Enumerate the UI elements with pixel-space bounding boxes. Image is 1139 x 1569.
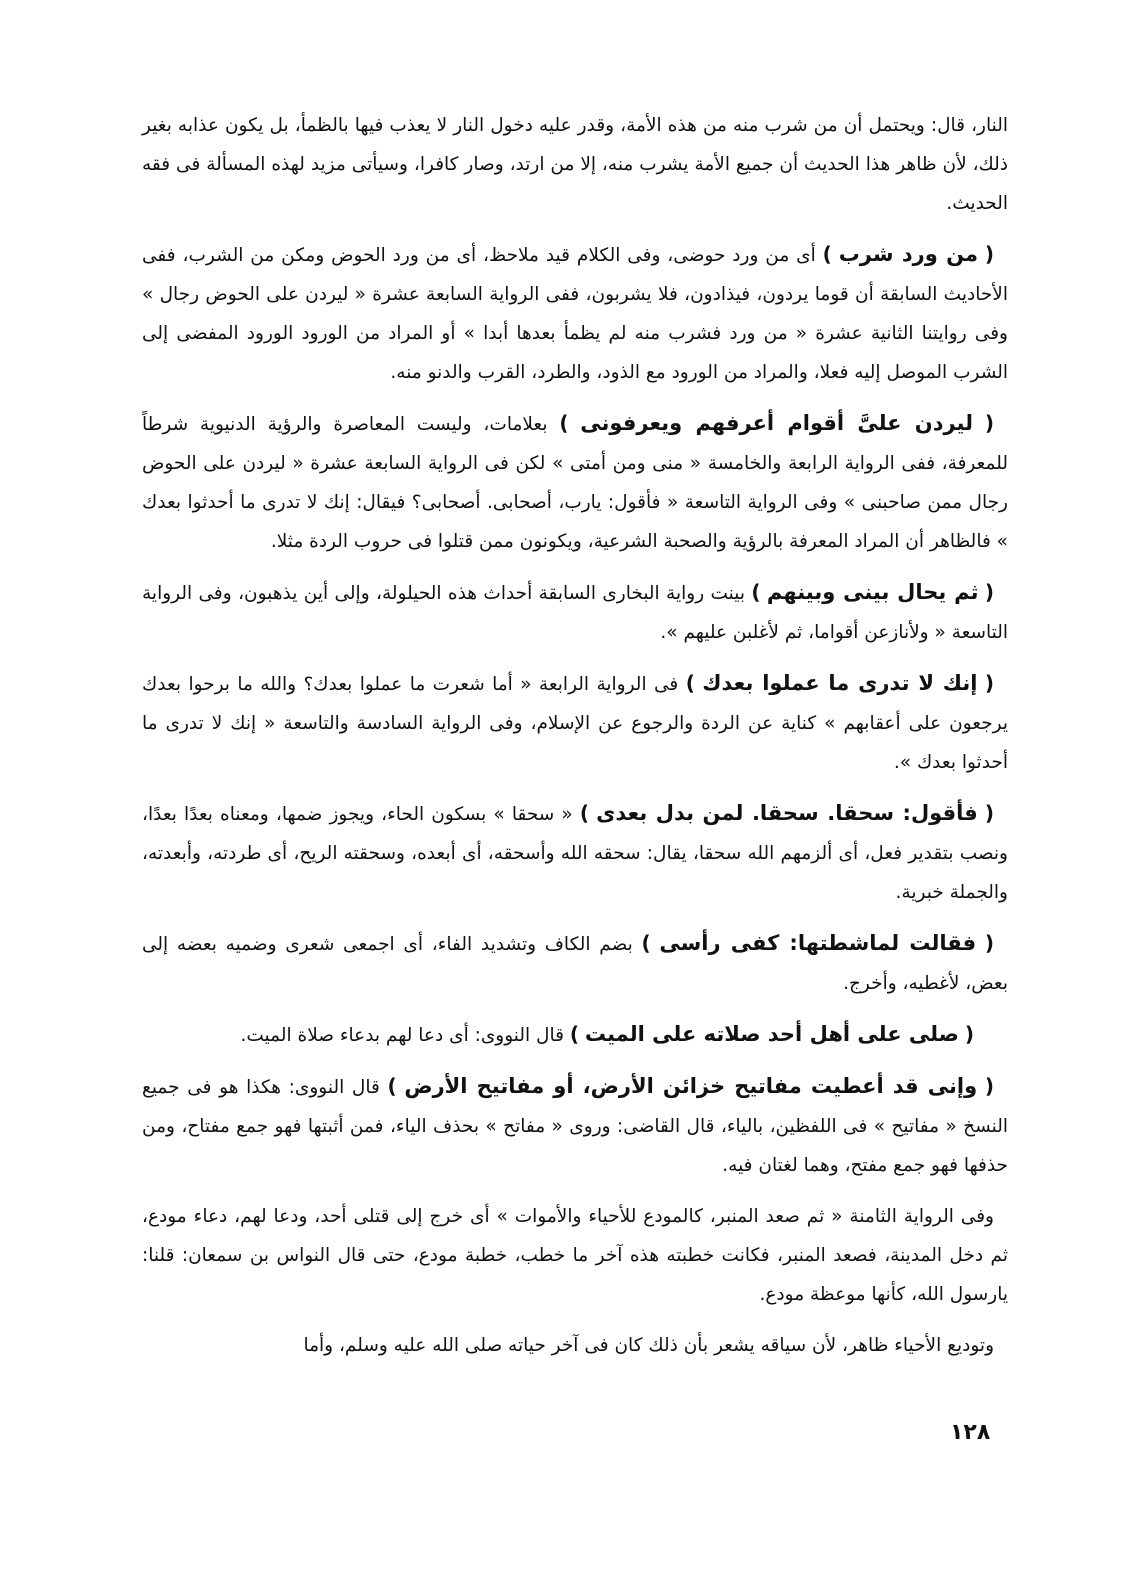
paragraph-8 (142, 1015, 1008, 1055)
close-paren: ) (579, 801, 589, 825)
paragraph-6 (142, 794, 1008, 912)
headword: صلى على أهل أحد صلاته على الميت (584, 1022, 959, 1046)
headword: ثم يحال بينى وبينهم (766, 580, 979, 604)
paragraph-text: وفى الرواية الثامنة « ثم صعد المنبر، كالمودع للأحياء والأموات » أى خرج إلى قتلى أحد، ودعا لهم، دعاء مودع، ثم دخل المدينة، فصعد المنبر، فكانت خطبته هذه آخر ما خطب، خطبة مودع، حتى قال النواس بن سمعان: قلنا: يارسول الله، كأنها موعظة مودع. (142, 1206, 1008, 1305)
paragraph-1 (142, 106, 1008, 223)
paragraph-text: قال النووى: أى دعا لهم بدعاء صلاة الميت. (240, 1025, 564, 1046)
open-paren: ( (984, 411, 994, 435)
headword: وإنى قد أعطيت مفاتيح خزائن الأرض، أو مفاتيح الأرض (404, 1074, 978, 1098)
open-paren: ( (984, 580, 994, 604)
paragraph-2 (142, 235, 1008, 392)
close-paren: ) (559, 411, 569, 435)
paragraph-text: « سحقا » بسكون الحاء، ويجوز ضمها، ومعناه بعدًا بعدًا، ونصب بتقدير فعل، أى ألزمهم الله سحقا، يقال: سحقه الله وأسحقه، أى أبعده، وسحقته الريح، أى طردته، وأبعدته، والجملة خبرية. (142, 804, 1008, 903)
paragraph-text: بينت رواية البخارى السابقة أحداث هذه الحيلولة، وإلى أين يذهبون، وفى الرواية التاسعة « ولأنازعن أقواما، ثم لأغلبن عليهم ». (142, 583, 1008, 643)
headword: ليردن علىَّ أقوام أعرفهم ويعرفونى (580, 411, 973, 435)
headword: فقالت لماشطتها: كفى رأسى (659, 931, 977, 955)
paragraph-text: فى الرواية الرابعة « أما شعرت ما عملوا بعدك؟ والله ما برحوا بعدك يرجعون على أعقابهم » كناية عن الردة والرجوع عن الإسلام، وفى الرواية السادسة والتاسعة « إنك لا تدرى ما أحدثوا بعدك ». (142, 674, 1008, 773)
close-paren: ) (685, 671, 695, 695)
paragraph-text: أى من ورد حوضى، وفى الكلام قيد ملاحظ، أى من ورد الحوض ومكن من الشرب، ففى الأحاديث السابقة أن قوما يردون، فيذادون، فلا يشربون، ففى الرواية السابعة عشرة « ليردن على الحوض رجال » وفى روايتنا الثانية عشرة « من ورد فشرب منه لم يظمأ بعدها أبدا » أو المراد من الورود الورود المفضى إلى الشرب الموصل إليه فعلا، والمراد من الورود مع الذود، والطرد، القرب والدنو منه. (142, 245, 1008, 383)
headword: إنك لا تدرى ما عملوا بعدك (702, 671, 978, 695)
paragraph-text: النار، قال: ويحتمل أن من شرب منه من هذه الأمة، وقدر عليه دخول النار لا يعذب فيها بالظمأ، بل يكون عذابه بغير ذلك، لأن ظاهر هذا الحديث أن جميع الأمة يشرب منه، إلا من ارتد، وصار كافرا، وسيأتى مزيد لهذه المسألة فى فقه الحديث. (142, 115, 1008, 214)
paragraph-text: بعلامات، وليست المعاصرة والرؤية الدنيوية شرطاً للمعرفة، ففى الرواية الرابعة والخامسة « منى ومن أمتى » لكن فى الرواية السابعة عشرة « ليردن على الحوض رجال ممن صاحبنى » وفى الرواية التاسعة « فأقول: يارب، أصحابى. أصحابى؟ فيقال: إنك لا تدرى ما أحدثوا بعدك » فالظاهر أن المراد المعرفة بالرؤية والصحبة الشرعية، ويكونون ممن قتلوا فى حروب الردة مثلا. (142, 414, 1008, 552)
close-paren: ) (569, 1022, 579, 1046)
paragraph-9 (142, 1067, 1008, 1185)
close-paren: ) (641, 931, 651, 955)
close-paren: ) (751, 580, 761, 604)
open-paren: ( (984, 801, 994, 825)
paragraph-text: وتوديع الأحياء ظاهر، لأن سياقه يشعر بأن ذلك كان فى آخر حياته صلى الله عليه وسلم، وأما (303, 1335, 994, 1356)
paragraph-11 (142, 1326, 1008, 1365)
open-paren: ( (984, 242, 994, 266)
headword: فأقول: سحقا. سحقا. لمن بدل بعدى (596, 801, 978, 825)
close-paren: ) (822, 242, 832, 266)
open-paren: ( (984, 931, 994, 955)
paragraph-3 (142, 404, 1008, 561)
open-paren: ( (984, 671, 995, 695)
paragraph-10 (142, 1197, 1008, 1314)
paragraph-7 (142, 924, 1008, 1003)
close-paren: ) (387, 1074, 397, 1098)
headword: من ورد شرب (838, 242, 978, 266)
paragraph-5 (142, 664, 1008, 782)
page-body (142, 106, 1008, 1377)
paragraph-4 (142, 573, 1008, 652)
page-number: ١٢٨ (950, 1420, 991, 1445)
open-paren: ( (984, 1074, 994, 1098)
paragraph-text: بضم الكاف وتشديد الفاء، أى اجمعى شعرى وضميه بعضه إلى بعض، لأغطيه، وأخرج. (142, 934, 1008, 994)
open-paren: ( (964, 1022, 974, 1046)
paragraph-text: قال النووى: هكذا هو فى جميع النسخ « مفاتيح » فى اللفظين، بالياء، قال القاضى: وروى « مفاتح » بحذف الياء، فمن أثبتها فهو جمع مفتاح، ومن حذفها فهو جمع مفتح، وهما لغتان فيه. (142, 1077, 1008, 1176)
